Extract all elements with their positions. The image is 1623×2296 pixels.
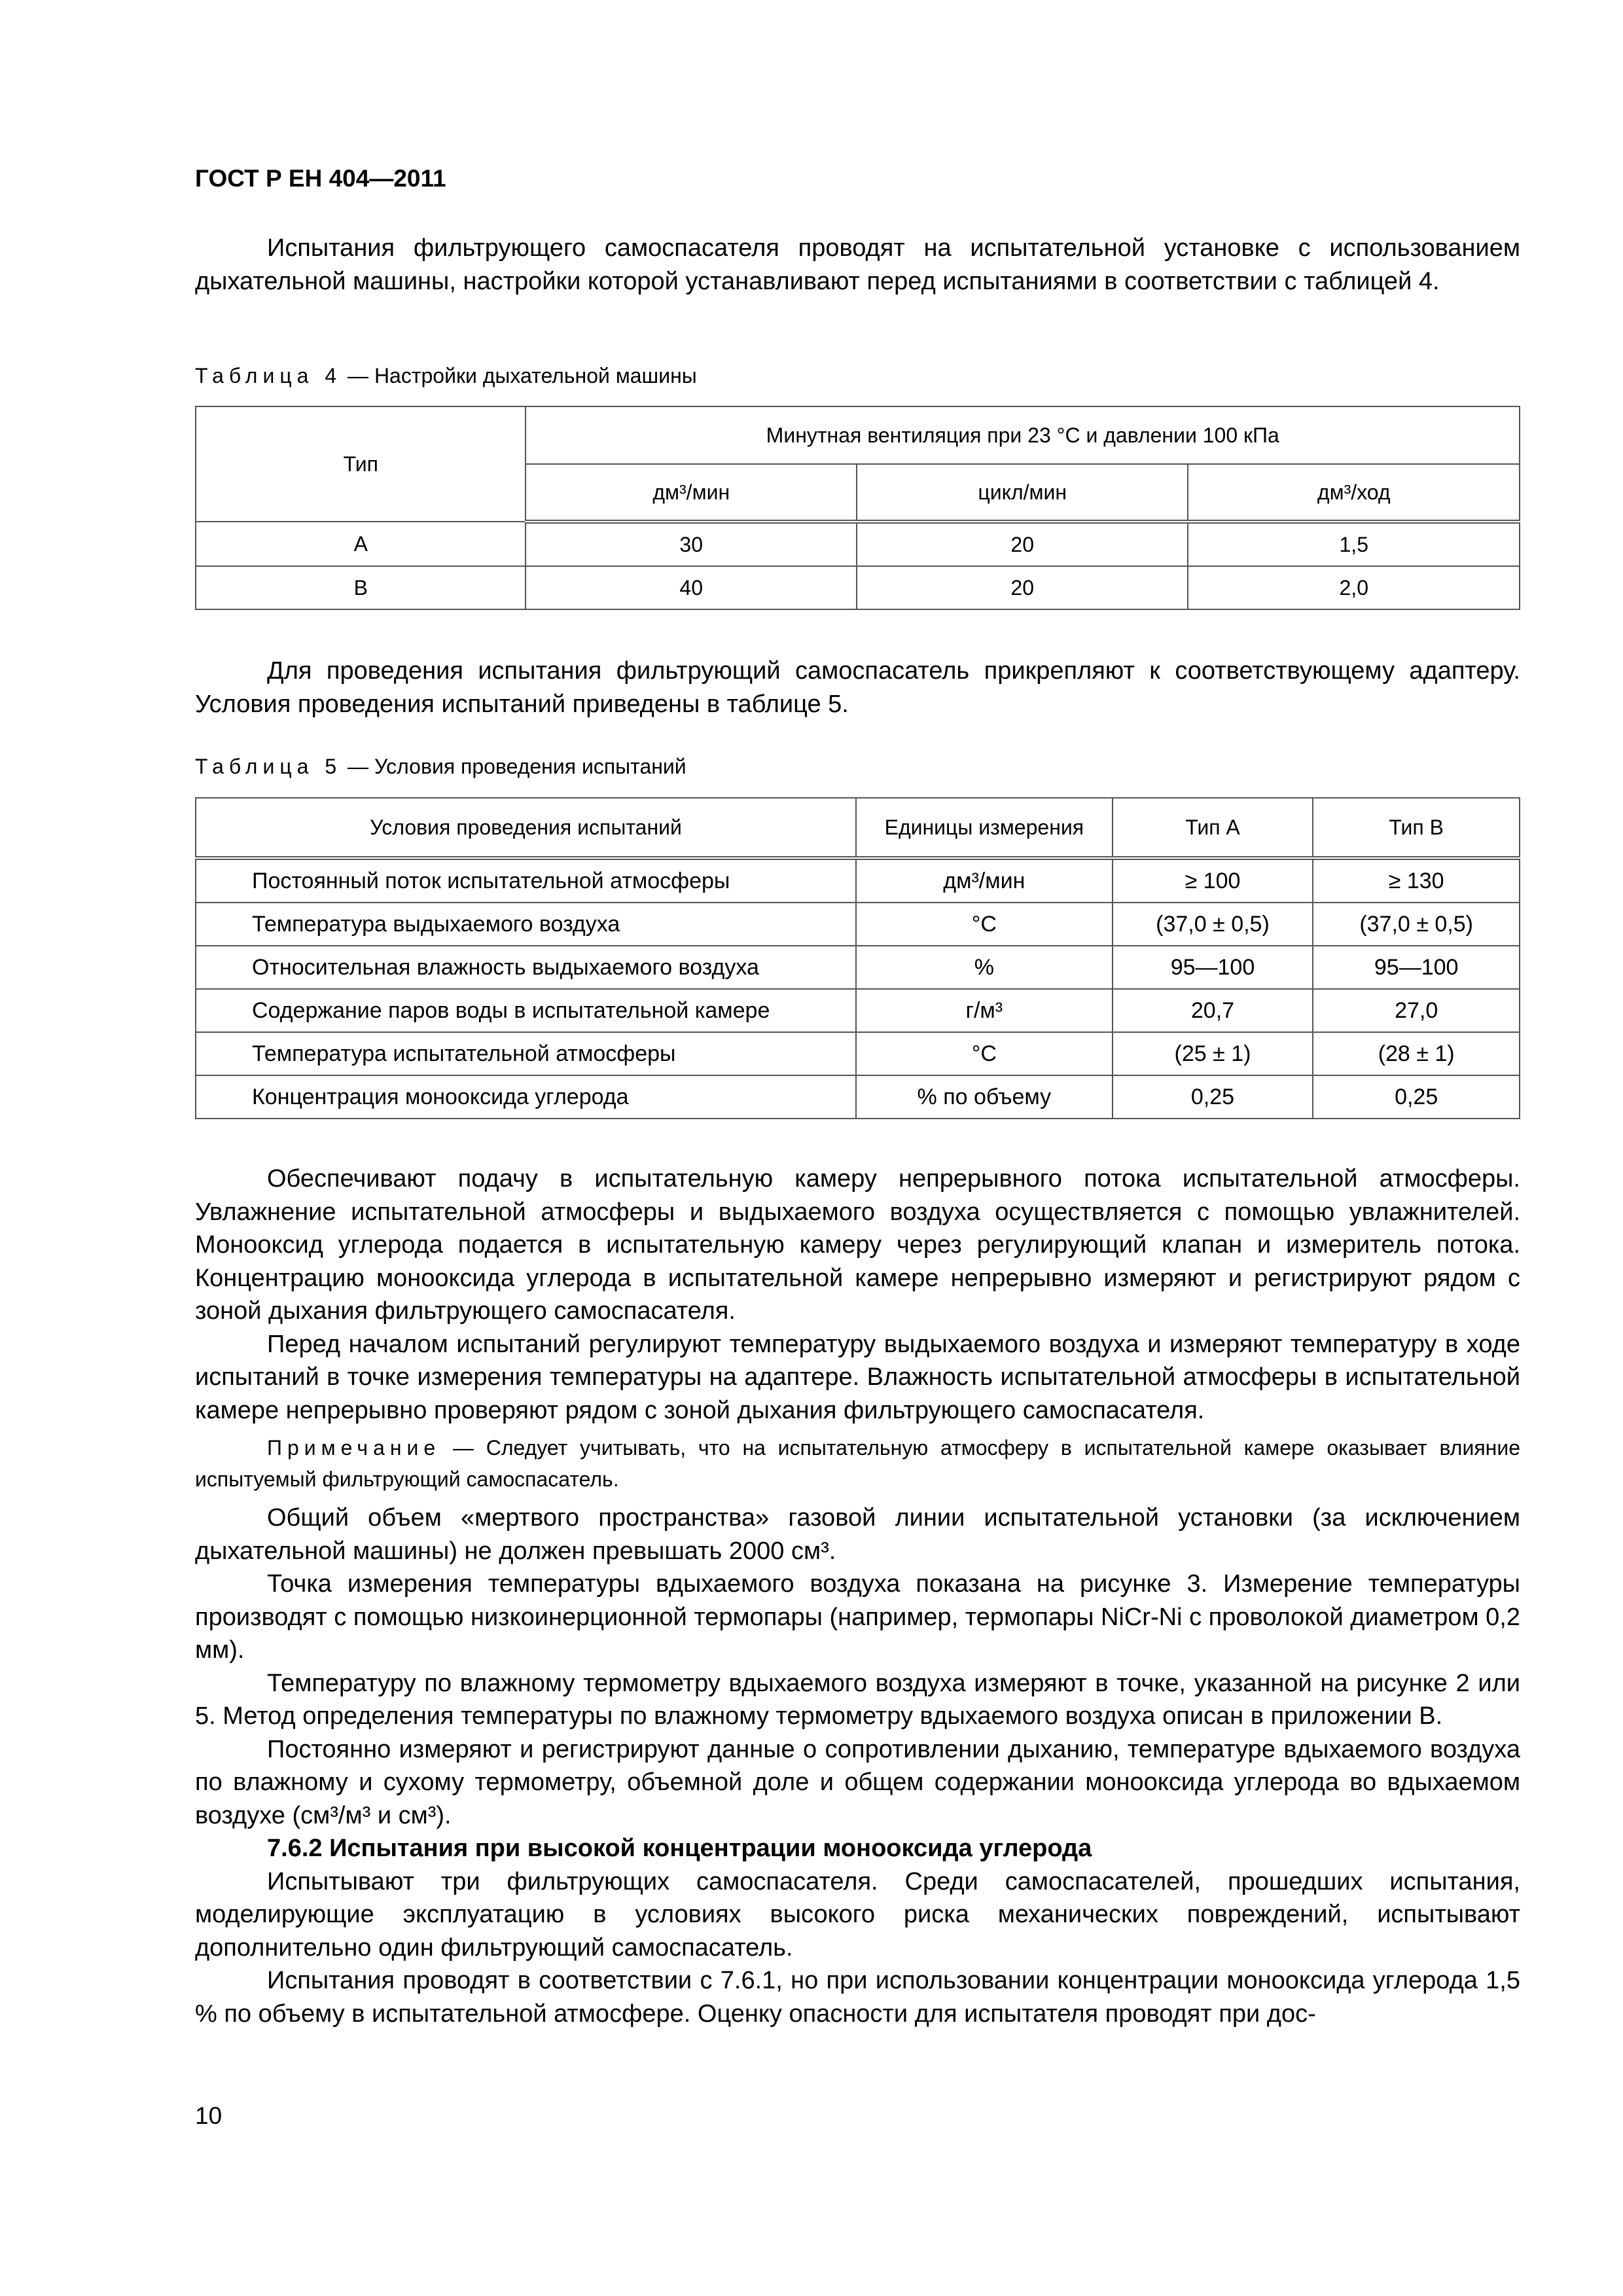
table-cell: Температура испытательной атмосферы [196, 1032, 856, 1075]
table4-subheader: цикл/мин [857, 464, 1188, 522]
section-heading: 7.6.2 Испытания при высокой концентрации монооксида углерода [267, 1835, 1092, 1862]
note [195, 1432, 1520, 1495]
document-code-header: ГОСТ Р ЕН 404—2011 [195, 165, 446, 192]
table-row [196, 989, 1520, 1032]
table5-caption [195, 755, 687, 779]
table-cell: дм³/мин [856, 858, 1113, 903]
paragraph: Испытывают три фильтрующих самоспасателя. Среди самоспасателей, прошедших испытания, моделирующие эксплуатацию в условиях высокого риска механических повреждений, испытывают дополнительно один фильтрующий самоспасатель. [195, 1867, 1520, 1962]
table5-caption-title: — Условия проведения испытаний [342, 755, 687, 778]
table-cell: % [856, 946, 1113, 989]
table-cell: % по объему [856, 1075, 1113, 1119]
table5-caption-label: Таблица 5 [195, 755, 342, 778]
table-row [196, 903, 1520, 946]
table-cell: 20,7 [1113, 989, 1313, 1032]
paragraph: Испытания проводят в соответствии с 7.6.1, но при использовании концентрации монооксида углерода 1,5 % по объему в испытательной атмосфере. Оценку опасности для испытателя проводят при дос- [195, 1967, 1520, 2028]
table-cell: °C [856, 1032, 1113, 1075]
table4-header-group: Минутная вентиляция при 23 °C и давлении 100 кПа [526, 406, 1520, 464]
table-cell: Концентрация монооксида углерода [196, 1075, 856, 1119]
table4-subheader: дм³/мин [526, 464, 856, 522]
table4-header-type: Тип [196, 406, 526, 522]
paragraph: Точка измерения температуры вдыхаемого воздуха показана на рисунке 3. Измерение температуры производят с помощью низкоинерционной термопары (например, термопары NiCr-Ni с проволокой диаметром 0,2 мм). [195, 1570, 1520, 1664]
page-number: 10 [195, 2102, 223, 2129]
paragraph: Температуру по влажному термометру вдыхаемого воздуха измеряют в точке, указанной на рисунке 2 или 5. Метод определения температуры по влажному термометру вдыхаемого воздуха описан в приложении В. [195, 1669, 1520, 1730]
table-cell: 2,0 [1188, 566, 1520, 609]
table-cell: 95—100 [1313, 946, 1520, 989]
table4-caption [195, 364, 697, 388]
table-cell: Относительная влажность выдыхаемого воздуха [196, 946, 856, 989]
table-cell: 20 [857, 522, 1188, 566]
table-row [196, 1032, 1520, 1075]
table-cell: 0,25 [1313, 1075, 1520, 1119]
table-row [196, 566, 1520, 609]
table-cell: 0,25 [1113, 1075, 1313, 1119]
table-cell: ≥ 100 [1113, 858, 1313, 903]
table-cell: 27,0 [1313, 989, 1520, 1032]
table-row [196, 522, 1520, 566]
table-cell: Содержание паров воды в испытательной камере [196, 989, 856, 1032]
table5-header: Единицы измерения [856, 798, 1113, 858]
paragraph: Обеспечивают подачу в испытательную камеру непрерывного потока испытательной атмосферы. Увлажнение испытательной атмосферы и выдыхаемого воздуха осуществляется с помощью увлажнителей. Монооксид углерода подается в испытательную камеру через регулирующий клапан и измеритель потока. Концентрацию монооксида углерода в испытательной камере непрерывно измеряют и регистрируют рядом с зоной дыхания фильтрующего самоспасателя. [195, 1165, 1520, 1325]
table-cell: Постоянный поток испытательной атмосферы [196, 858, 856, 903]
table5-header: Тип B [1313, 798, 1520, 858]
paragraph-adapter: Для проведения испытания фильтрующий самоспасатель прикрепляют к соответствующему адаптеру. Условия проведения испытаний приведены в таблице 5. [195, 657, 1520, 718]
table4-breathing-machine-settings [195, 406, 1520, 610]
table-cell: (37,0 ± 0,5) [1113, 903, 1313, 946]
table-cell: г/м³ [856, 989, 1113, 1032]
table-row [196, 1075, 1520, 1119]
table-cell: A [196, 522, 526, 566]
table-cell: °C [856, 903, 1113, 946]
table-row [196, 858, 1520, 903]
table-cell: 30 [526, 522, 856, 566]
table5-test-conditions [195, 797, 1520, 1119]
table4-caption-label: Таблица 4 [195, 364, 342, 387]
table5-header: Тип A [1113, 798, 1313, 858]
paragraph: Постоянно измеряют и регистрируют данные о сопротивлении дыханию, температуре вдыхаемого воздуха по влажному и сухому термометру, объемной доле и общем содержании монооксида углерода во вдыхаемом воздухе (см³/м³ и см³). [195, 1735, 1520, 1829]
table-cell: (28 ± 1) [1313, 1032, 1520, 1075]
table-cell: 20 [857, 566, 1188, 609]
table4-subheader: дм³/ход [1188, 464, 1520, 522]
table4-caption-title: — Настройки дыхательной машины [342, 364, 697, 387]
table-cell: B [196, 566, 526, 609]
table-cell: Температура выдыхаемого воздуха [196, 903, 856, 946]
table-cell: (25 ± 1) [1113, 1032, 1313, 1075]
table-cell: 95—100 [1113, 946, 1313, 989]
body-text [195, 1162, 1520, 2030]
table-cell: (37,0 ± 0,5) [1313, 903, 1520, 946]
paragraph-intro: Испытания фильтрующего самоспасателя проводят на испытательной установке с использованием дыхательной машины, настройки которой устанавливают перед испытаниями в соответствии с таблицей 4. [195, 234, 1520, 295]
table-cell: 1,5 [1188, 522, 1520, 566]
table-cell: 40 [526, 566, 856, 609]
note-label: Примечание [267, 1436, 441, 1460]
table-row [196, 946, 1520, 989]
table5-header: Условия проведения испытаний [196, 798, 856, 858]
note-text: — Следует учитывать, что на испытательную атмосферу в испытательной камере оказывает влияние испытуемый фильтрующий самоспасатель. [195, 1436, 1520, 1491]
table-cell: ≥ 130 [1313, 858, 1520, 903]
paragraph: Общий объем «мертвого пространства» газовой линии испытательной установки (за исключением дыхательной машины) не должен превышать 2000 см³. [195, 1504, 1520, 1565]
paragraph: Перед началом испытаний регулируют температуру выдыхаемого воздуха и измеряют температуру в ходе испытаний в точке измерения температуры на адаптере. Влажность испытательной атмосферы в испытательной камере непрерывно проверяют рядом с зоной дыхания фильтрующего самоспасателя. [195, 1330, 1520, 1424]
